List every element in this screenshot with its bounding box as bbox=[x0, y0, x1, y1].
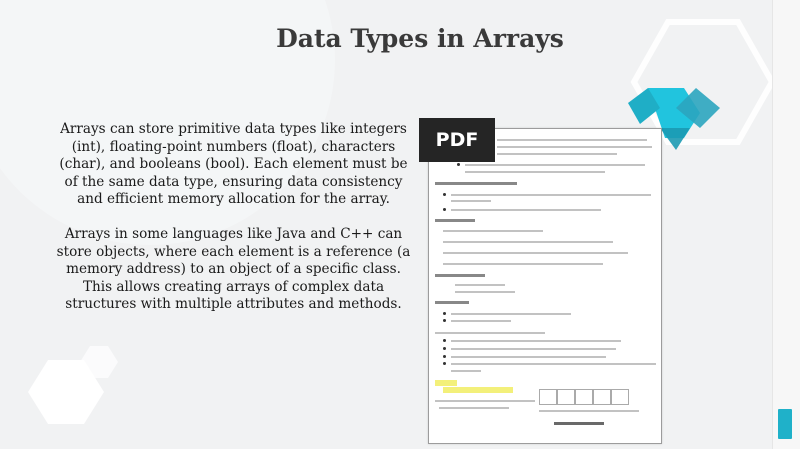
doc-text-line bbox=[451, 370, 481, 372]
slide-body bbox=[55, 121, 412, 331]
doc-text-line bbox=[455, 284, 505, 286]
doc-text-line bbox=[443, 241, 613, 243]
doc-text-line bbox=[451, 356, 606, 358]
doc-array-cell bbox=[575, 389, 593, 405]
doc-text-line bbox=[443, 252, 628, 254]
doc-bullet bbox=[457, 163, 460, 166]
doc-text-line bbox=[443, 263, 603, 265]
doc-text-line bbox=[451, 348, 616, 350]
doc-text-line bbox=[451, 320, 511, 322]
doc-bullet bbox=[443, 319, 446, 322]
doc-text-line bbox=[539, 410, 639, 412]
doc-array-cell bbox=[539, 389, 557, 405]
doc-bullet bbox=[443, 193, 446, 196]
doc-text-line bbox=[435, 400, 535, 402]
doc-text-line bbox=[439, 407, 509, 409]
side-tab-handle[interactable] bbox=[778, 409, 792, 439]
doc-bullet bbox=[443, 208, 446, 211]
doc-figure-caption bbox=[554, 422, 604, 425]
doc-text-line bbox=[497, 146, 652, 148]
doc-bullet bbox=[443, 339, 446, 342]
doc-text-line bbox=[443, 230, 543, 232]
doc-text-line bbox=[497, 139, 647, 141]
doc-highlighted-text bbox=[435, 380, 457, 386]
slide-title: Data Types in Arrays bbox=[276, 24, 564, 53]
doc-array-cell bbox=[593, 389, 611, 405]
doc-text-line bbox=[451, 313, 571, 315]
pdf-document-preview bbox=[428, 128, 662, 444]
doc-text-line bbox=[465, 164, 645, 166]
doc-text-line bbox=[497, 153, 617, 155]
paragraph-primitive-types: Arrays can store primitive data types like integers (int), floating-point numbers (float), characters (char), and booleans (bool). Each element must be of the same data type, ensuring data consistency and efficient memory allocation for the array. bbox=[59, 121, 408, 208]
doc-text-line bbox=[465, 171, 605, 173]
doc-text-line bbox=[451, 200, 491, 202]
doc-text-line bbox=[451, 340, 621, 342]
doc-text-line bbox=[455, 291, 515, 293]
doc-heading bbox=[435, 274, 485, 277]
doc-text-line bbox=[451, 194, 651, 196]
doc-array-cell bbox=[611, 389, 629, 405]
doc-heading bbox=[435, 219, 475, 222]
doc-text-line bbox=[451, 209, 601, 211]
doc-bullet bbox=[443, 355, 446, 358]
pdf-badge: PDF bbox=[419, 118, 495, 162]
window-right-gutter bbox=[772, 0, 800, 449]
paragraph-object-arrays: Arrays in some languages like Java and C++ can store objects, where each element is a reference (a memory address) to an object of a specific class. This allows creating arrays of complex data structures with multiple attributes and methods. bbox=[56, 225, 411, 313]
doc-text-line bbox=[435, 332, 545, 334]
doc-bullet bbox=[443, 347, 446, 350]
doc-highlighted-text bbox=[443, 387, 513, 393]
doc-text-line bbox=[451, 363, 656, 365]
doc-heading bbox=[435, 182, 517, 185]
doc-heading bbox=[435, 301, 469, 304]
doc-array-cell bbox=[557, 389, 575, 405]
doc-bullet bbox=[443, 312, 446, 315]
doc-bullet bbox=[443, 362, 446, 365]
